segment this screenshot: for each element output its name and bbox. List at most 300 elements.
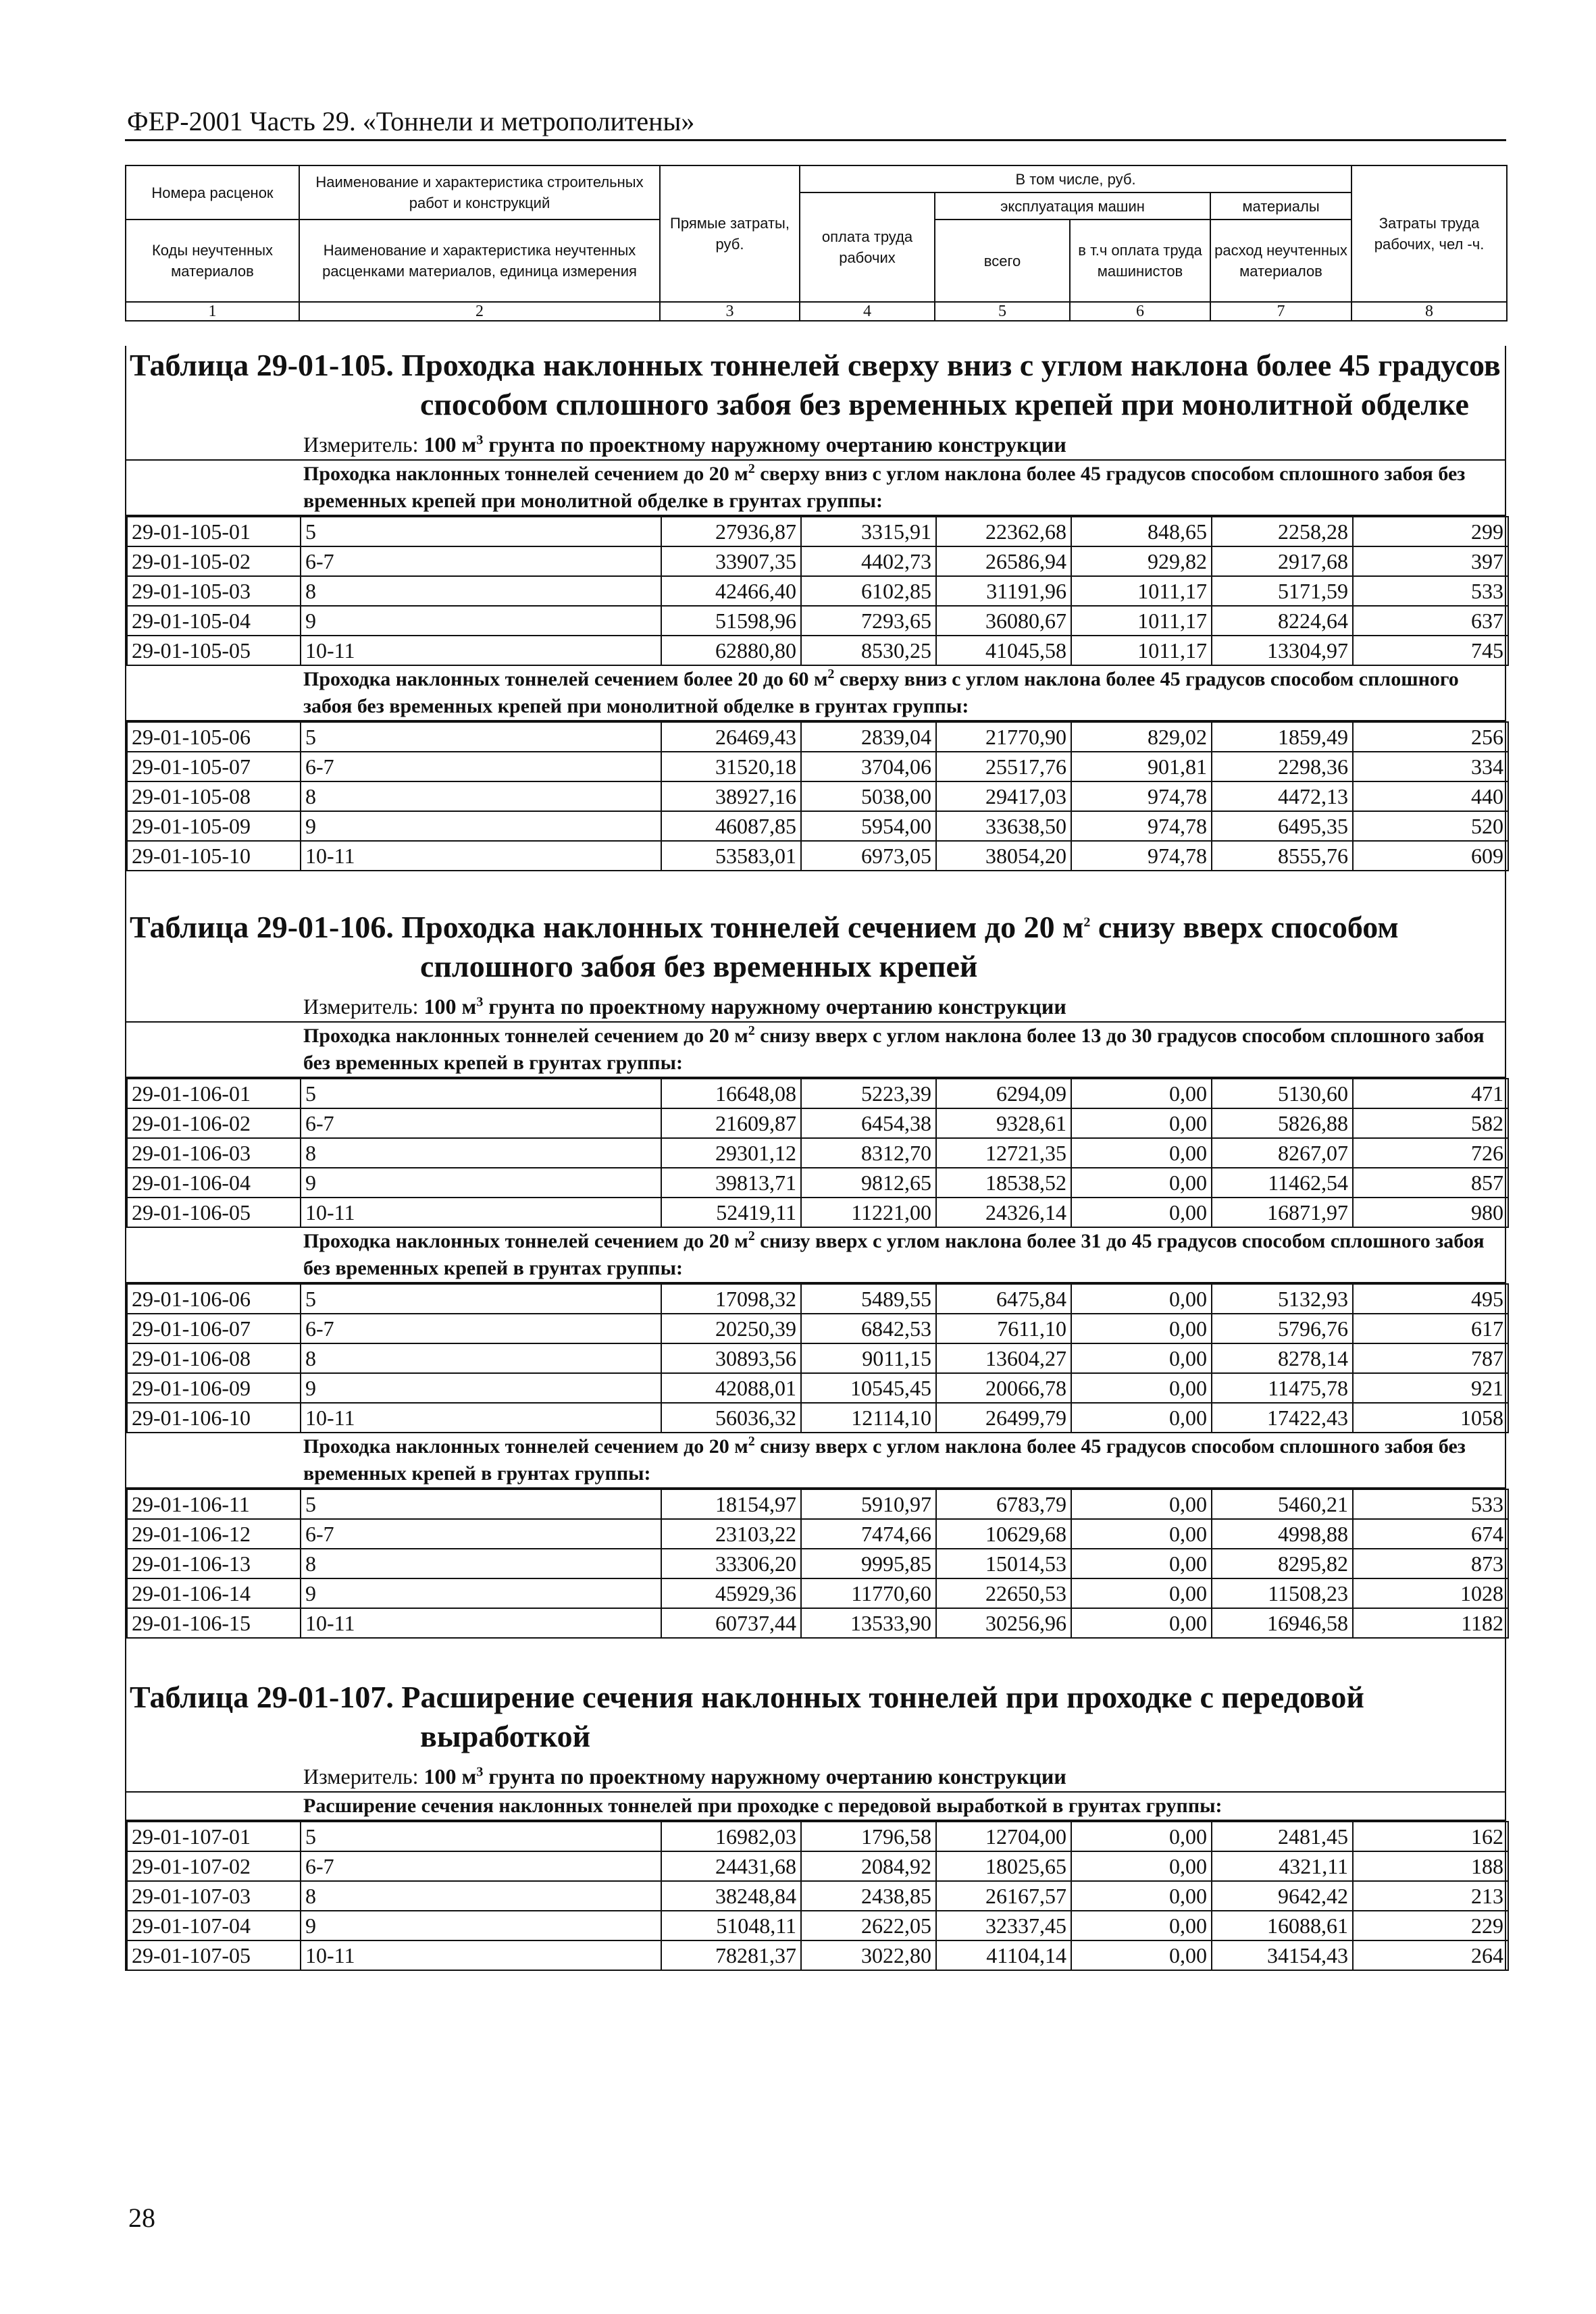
value-cell: 29301,12 [661,1138,801,1168]
measure-line [126,431,1505,461]
group-sup: 2 [748,1229,755,1243]
soil-group-cell: 5 [301,1079,661,1108]
value-cell: 0,00 [1071,1822,1212,1851]
value-cell: 24431,68 [661,1851,801,1881]
value-cell: 5460,21 [1212,1489,1353,1519]
value-cell: 2258,28 [1212,517,1353,546]
soil-group-cell: 5 [301,517,661,546]
soil-group-cell: 10-11 [301,1608,661,1638]
measure-text: грунта по проектному наружному очертанию конструкции [488,432,1066,457]
rate-code-cell: 29-01-106-09 [127,1373,301,1403]
value-cell: 1011,17 [1071,576,1212,606]
col6-header: в т.ч оплата труда машинистов [1070,220,1210,302]
table-row [127,781,1508,811]
value-cell: 0,00 [1071,1284,1212,1314]
value-cell: 980 [1353,1198,1508,1227]
value-cell: 15014,53 [936,1549,1071,1578]
value-cell: 53583,01 [661,841,801,871]
group-sup: 2 [827,667,835,682]
value-cell: 2622,05 [801,1911,936,1940]
value-cell: 0,00 [1071,1608,1212,1638]
value-cell: 6102,85 [801,576,936,606]
value-cell: 30256,96 [936,1608,1071,1638]
measure-value: 100 м [423,432,477,457]
soil-group-cell: 8 [301,1549,661,1578]
value-cell: 16088,61 [1212,1911,1353,1940]
section-title-text: Проходка наклонных тоннелей сечением до 20 м [401,910,1084,944]
table-row [127,576,1508,606]
value-cell: 6495,35 [1212,811,1353,841]
rate-code-cell: 29-01-105-09 [127,811,301,841]
value-cell: 1028 [1353,1578,1508,1608]
value-cell: 39813,71 [661,1168,801,1198]
value-cell: 0,00 [1071,1519,1212,1549]
soil-group-cell: 6-7 [301,546,661,576]
value-cell: 2917,68 [1212,546,1353,576]
col-number: 3 [660,302,800,321]
value-cell: 4998,88 [1212,1519,1353,1549]
group-text: Проходка наклонных тоннелей сечением до 20 м [303,1025,748,1047]
group-heading [126,1793,1505,1821]
table-row [127,1168,1508,1198]
value-cell: 12114,10 [801,1403,936,1433]
value-cell: 582 [1353,1108,1508,1138]
value-cell: 188 [1353,1851,1508,1881]
table-row [127,517,1508,546]
value-cell: 16871,97 [1212,1198,1353,1227]
section-title-text-after: снизу вверх способом сплошного забоя без временных крепей [420,910,1399,983]
group-sup: 2 [748,461,755,476]
group-sup: 2 [748,1023,755,1038]
col4-header: оплата труда рабочих [800,192,935,302]
value-cell: 45929,36 [661,1578,801,1608]
value-cell: 440 [1353,781,1508,811]
value-cell: 6475,84 [936,1284,1071,1314]
value-cell: 26167,57 [936,1881,1071,1911]
value-cell: 533 [1353,576,1508,606]
value-cell: 901,81 [1071,752,1212,781]
table-row [127,1284,1508,1314]
col7-header: расход неучтенных материалов [1210,220,1352,302]
value-cell: 23103,22 [661,1519,801,1549]
value-cell: 9642,42 [1212,1881,1353,1911]
value-cell: 0,00 [1071,1578,1212,1608]
value-cell: 31191,96 [936,576,1071,606]
value-cell: 51048,11 [661,1911,801,1940]
rates-table [126,516,1509,666]
soil-group-cell: 8 [301,1138,661,1168]
value-cell: 38927,16 [661,781,801,811]
value-cell: 11475,78 [1212,1373,1353,1403]
value-cell: 0,00 [1071,1940,1212,1970]
value-cell: 5171,59 [1212,576,1353,606]
rate-code-cell: 29-01-106-04 [127,1168,301,1198]
value-cell: 7474,66 [801,1519,936,1549]
table-row [127,1578,1508,1608]
value-cell: 5954,00 [801,811,936,841]
rate-code-cell: 29-01-105-10 [127,841,301,871]
value-cell: 78281,37 [661,1940,801,1970]
table-row [127,1489,1508,1519]
rate-code-cell: 29-01-106-11 [127,1489,301,1519]
measure-label: Измеритель: [303,432,419,457]
value-cell: 617 [1353,1314,1508,1343]
rate-code-cell: 29-01-105-01 [127,517,301,546]
group-heading [126,1433,1505,1489]
value-cell: 56036,32 [661,1403,801,1433]
value-cell: 0,00 [1071,1373,1212,1403]
col-number: 1 [126,302,299,321]
value-cell: 38054,20 [936,841,1071,871]
rate-code-cell: 29-01-105-02 [127,546,301,576]
rate-code-cell: 29-01-106-13 [127,1549,301,1578]
rates-table [126,1821,1509,1971]
value-cell: 33306,20 [661,1549,801,1578]
value-cell: 18538,52 [936,1168,1071,1198]
soil-group-cell: 10-11 [301,1403,661,1433]
value-cell: 8312,70 [801,1138,936,1168]
value-cell: 6842,53 [801,1314,936,1343]
col1-bottom-header: Коды неучтенных материалов [126,220,299,302]
soil-group-cell: 8 [301,576,661,606]
section-title-text: Расширение сечения наклонных тоннелей при проходке с передовой выработкой [401,1680,1364,1753]
value-cell: 36080,67 [936,606,1071,636]
value-cell: 5796,76 [1212,1314,1353,1343]
section-title [126,908,1505,986]
value-cell: 213 [1353,1881,1508,1911]
value-cell: 26469,43 [661,722,801,752]
value-cell: 0,00 [1071,1138,1212,1168]
rates-table [126,1283,1509,1433]
table-section [125,346,1506,871]
value-cell: 1859,49 [1212,722,1353,752]
value-cell: 17098,32 [661,1284,801,1314]
section-gap [125,871,1506,908]
value-cell: 0,00 [1071,1403,1212,1433]
value-cell: 0,00 [1071,1851,1212,1881]
group-text: Проходка наклонных тоннелей сечением до 20 м [303,1435,748,1458]
value-cell: 12704,00 [936,1822,1071,1851]
group-heading [126,1023,1505,1078]
section-title [126,346,1505,424]
rate-code-cell: 29-01-106-07 [127,1314,301,1343]
soil-group-cell: 6-7 [301,1314,661,1343]
table-section [125,908,1506,1639]
soil-group-cell: 10-11 [301,1198,661,1227]
value-cell: 2298,36 [1212,752,1353,781]
col-number: 5 [935,302,1070,321]
column-header-table [125,165,1508,322]
value-cell: 397 [1353,546,1508,576]
value-cell: 3022,80 [801,1940,936,1970]
col5-header: всего [935,220,1070,302]
value-cell: 8530,25 [801,636,936,665]
rate-code-cell: 29-01-107-01 [127,1822,301,1851]
soil-group-cell: 9 [301,1578,661,1608]
value-cell: 0,00 [1071,1168,1212,1198]
section-title-sup: 2 [1083,915,1091,930]
value-cell: 8278,14 [1212,1343,1353,1373]
value-cell: 2839,04 [801,722,936,752]
value-cell: 9328,61 [936,1108,1071,1138]
soil-group-cell: 6-7 [301,752,661,781]
group-text-after: снизу вверх с углом наклона более 45 градусов способом сплошного забоя без временных крепей в грунтах группы: [303,1435,1466,1485]
value-cell: 0,00 [1071,1881,1212,1911]
soil-group-cell: 8 [301,781,661,811]
table-row [127,606,1508,636]
value-cell: 974,78 [1071,841,1212,871]
measure-label: Измеритель: [303,994,419,1019]
table-row [127,752,1508,781]
value-cell: 33907,35 [661,546,801,576]
value-cell: 26499,79 [936,1403,1071,1433]
value-cell: 5130,60 [1212,1079,1353,1108]
page-number: 28 [128,2203,155,2233]
col-number: 8 [1352,302,1507,321]
value-cell: 974,78 [1071,811,1212,841]
table-row [127,1519,1508,1549]
value-cell: 4402,73 [801,546,936,576]
value-cell: 921 [1353,1373,1508,1403]
value-cell: 0,00 [1071,1489,1212,1519]
table-row [127,1940,1508,1970]
rate-code-cell: 29-01-106-08 [127,1343,301,1373]
rate-code-cell: 29-01-106-05 [127,1198,301,1227]
value-cell: 1058 [1353,1403,1508,1433]
value-cell: 229 [1353,1911,1508,1940]
soil-group-cell: 6-7 [301,1519,661,1549]
group-text-after: снизу вверх с углом наклона более 13 до 30 градусов способом сплошного забоя без временных крепей в грунтах группы: [303,1025,1485,1074]
value-cell: 256 [1353,722,1508,752]
soil-group-cell: 9 [301,811,661,841]
group-text-after: снизу вверх с углом наклона более 31 до 45 градусов способом сплошного забоя без временных крепей в грунтах группы: [303,1230,1485,1279]
col2-bottom-header: Наименование и характеристика неучтенных расценками материалов, единица измерения [299,220,660,302]
value-cell: 0,00 [1071,1108,1212,1138]
tables-body [125,346,1506,1971]
table-section [125,1678,1506,1971]
value-cell: 974,78 [1071,781,1212,811]
value-cell: 16648,08 [661,1079,801,1108]
value-cell: 20250,39 [661,1314,801,1343]
group-text-after: сверху вниз с углом наклона более 45 градусов способом сплошного забоя без временных крепей при монолитной обделке в грунтах группы: [303,668,1459,717]
table-row [127,1403,1508,1433]
value-cell: 334 [1353,752,1508,781]
running-header: ФЕР-2001 Часть 29. «Тоннели и метрополитены» [127,106,695,136]
rate-code-cell: 29-01-106-06 [127,1284,301,1314]
rate-code-cell: 29-01-106-10 [127,1403,301,1433]
section-title-number: Таблица 29-01-105. [130,348,394,382]
rates-table [126,1489,1509,1639]
soil-group-cell: 5 [301,1284,661,1314]
value-cell: 787 [1353,1343,1508,1373]
value-cell: 24326,14 [936,1198,1071,1227]
rate-code-cell: 29-01-105-05 [127,636,301,665]
value-cell: 2084,92 [801,1851,936,1881]
value-cell: 9812,65 [801,1168,936,1198]
value-cell: 17422,43 [1212,1403,1353,1433]
group-text: Проходка наклонных тоннелей сечением до 20 м [303,1230,748,1252]
soil-group-cell: 8 [301,1343,661,1373]
value-cell: 9011,15 [801,1343,936,1373]
value-cell: 31520,18 [661,752,801,781]
value-cell: 471 [1353,1079,1508,1108]
table-row [127,722,1508,752]
soil-group-cell: 5 [301,722,661,752]
value-cell: 0,00 [1071,1314,1212,1343]
value-cell: 52419,11 [661,1198,801,1227]
rate-code-cell: 29-01-105-07 [127,752,301,781]
header-rule [125,139,1506,141]
value-cell: 34154,43 [1212,1940,1353,1970]
value-cell: 46087,85 [661,811,801,841]
soil-group-cell: 9 [301,1168,661,1198]
col-number: 4 [800,302,935,321]
soil-group-cell: 9 [301,1911,661,1940]
table-row [127,636,1508,665]
value-cell: 8295,82 [1212,1549,1353,1578]
value-cell: 0,00 [1071,1079,1212,1108]
value-cell: 41104,14 [936,1940,1071,1970]
value-cell: 26586,94 [936,546,1071,576]
measure-sup: 3 [476,994,484,1010]
value-cell: 18154,97 [661,1489,801,1519]
soil-group-cell: 5 [301,1822,661,1851]
value-cell: 520 [1353,811,1508,841]
value-cell: 1011,17 [1071,606,1212,636]
value-cell: 6783,79 [936,1489,1071,1519]
value-cell: 38248,84 [661,1881,801,1911]
value-cell: 62880,80 [661,636,801,665]
value-cell: 162 [1353,1822,1508,1851]
value-cell: 8224,64 [1212,606,1353,636]
value-cell: 60737,44 [661,1608,801,1638]
value-cell: 264 [1353,1940,1508,1970]
section-title-number: Таблица 29-01-106. [130,910,394,944]
value-cell: 299 [1353,517,1508,546]
rate-code-cell: 29-01-106-15 [127,1608,301,1638]
measure-label: Измеритель: [303,1764,419,1789]
col-number: 2 [299,302,660,321]
value-cell: 30893,56 [661,1343,801,1373]
value-cell: 8267,07 [1212,1138,1353,1168]
value-cell: 25517,76 [936,752,1071,781]
value-cell: 674 [1353,1519,1508,1549]
value-cell: 22650,53 [936,1578,1071,1608]
table-row [127,1138,1508,1168]
section-title-text: Проходка наклонных тоннелей сверху вниз с углом наклона более 45 градусов способом сплошного забоя без временных крепей при монолитной обделке [401,348,1501,421]
measure-line [126,993,1505,1023]
value-cell: 21770,90 [936,722,1071,752]
col-number: 7 [1210,302,1352,321]
group-text: Расширение сечения наклонных тоннелей при проходке с передовой выработкой в грунтах группы: [303,1795,1222,1817]
value-cell: 41045,58 [936,636,1071,665]
value-cell: 18025,65 [936,1851,1071,1881]
soil-group-cell: 8 [301,1881,661,1911]
rates-table [126,721,1509,871]
value-cell: 726 [1353,1138,1508,1168]
value-cell: 20066,78 [936,1373,1071,1403]
value-cell: 13604,27 [936,1343,1071,1373]
rate-code-cell: 29-01-107-02 [127,1851,301,1881]
value-cell: 6973,05 [801,841,936,871]
value-cell: 5489,55 [801,1284,936,1314]
col8-header: Затраты труда рабочих, чел -ч. [1352,165,1507,302]
value-cell: 16946,58 [1212,1608,1353,1638]
table-row [127,1314,1508,1343]
soil-group-cell: 9 [301,606,661,636]
group-text: Проходка наклонных тоннелей сечением до 20 м [303,463,748,485]
soil-group-cell: 5 [301,1489,661,1519]
rate-code-cell: 29-01-107-03 [127,1881,301,1911]
group-text: Проходка наклонных тоннелей сечением более 20 до 60 м [303,668,828,690]
measure-value: 100 м [423,994,477,1019]
value-cell: 2481,45 [1212,1822,1353,1851]
value-cell: 5038,00 [801,781,936,811]
value-cell: 11221,00 [801,1198,936,1227]
col1-top-header: Номера расценок [126,165,299,220]
value-cell: 42466,40 [661,576,801,606]
value-cell: 0,00 [1071,1343,1212,1373]
table-row [127,1198,1508,1227]
soil-group-cell: 10-11 [301,636,661,665]
value-cell: 51598,96 [661,606,801,636]
table-row [127,1822,1508,1851]
value-cell: 12721,35 [936,1138,1071,1168]
value-cell: 637 [1353,606,1508,636]
soil-group-cell: 10-11 [301,1940,661,1970]
including-header: В том числе, руб. [800,165,1352,192]
value-cell: 6294,09 [936,1079,1071,1108]
measure-line [126,1763,1505,1793]
value-cell: 2438,85 [801,1881,936,1911]
value-cell: 42088,01 [661,1373,801,1403]
value-cell: 1011,17 [1071,636,1212,665]
machines-header: эксплуатация машин [935,192,1210,220]
value-cell: 29417,03 [936,781,1071,811]
rate-code-cell: 29-01-106-14 [127,1578,301,1608]
value-cell: 0,00 [1071,1911,1212,1940]
value-cell: 0,00 [1071,1198,1212,1227]
group-text-after: сверху вниз с углом наклона более 45 градусов способом сплошного забоя без временных крепей при монолитной обделке в грунтах группы: [303,463,1466,512]
rate-code-cell: 29-01-105-03 [127,576,301,606]
section-title-number: Таблица 29-01-107. [130,1680,394,1714]
table-row [127,1911,1508,1940]
rate-code-cell: 29-01-105-08 [127,781,301,811]
value-cell: 609 [1353,841,1508,871]
rate-code-cell: 29-01-105-06 [127,722,301,752]
col3-header: Прямые затраты, руб. [660,165,800,302]
value-cell: 33638,50 [936,811,1071,841]
value-cell: 1182 [1353,1608,1508,1638]
rate-code-cell: 29-01-107-04 [127,1911,301,1940]
table-row [127,1108,1508,1138]
value-cell: 873 [1353,1549,1508,1578]
value-cell: 5132,93 [1212,1284,1353,1314]
value-cell: 5910,97 [801,1489,936,1519]
value-cell: 7611,10 [936,1314,1071,1343]
table-row [127,546,1508,576]
measure-value: 100 м [423,1764,477,1789]
table-row [127,1881,1508,1911]
soil-group-cell: 6-7 [301,1851,661,1881]
rate-code-cell: 29-01-106-02 [127,1108,301,1138]
value-cell: 6454,38 [801,1108,936,1138]
col2-top-header: Наименование и характеристика строительных работ и конструкций [299,165,660,220]
value-cell: 495 [1353,1284,1508,1314]
value-cell: 857 [1353,1168,1508,1198]
table-row [127,1851,1508,1881]
value-cell: 929,82 [1071,546,1212,576]
